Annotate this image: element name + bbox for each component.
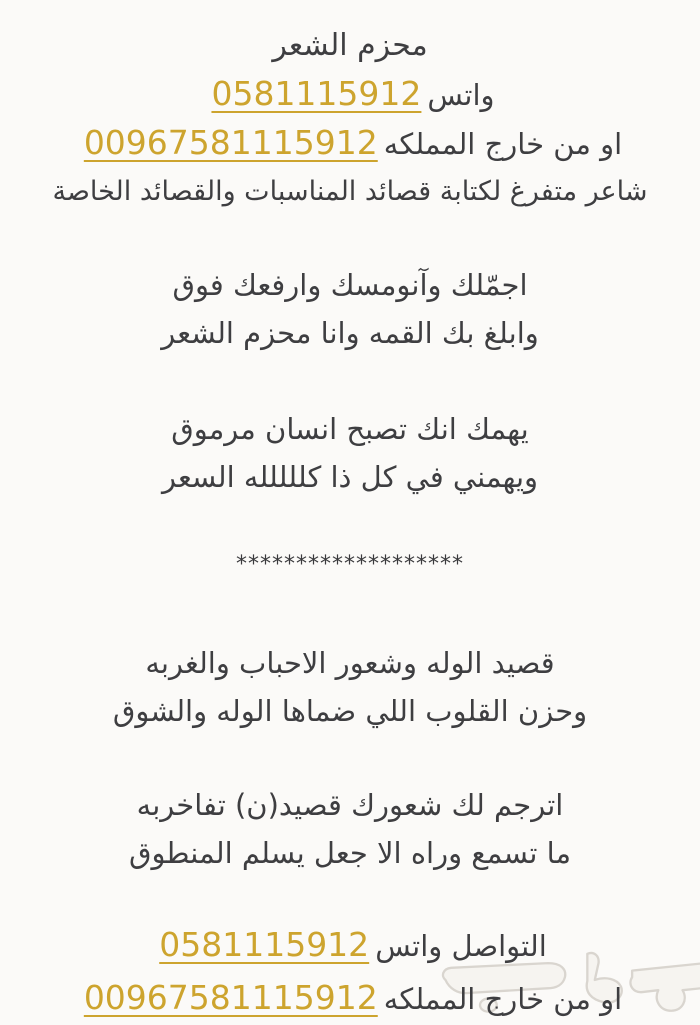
verse-line: ويهمني في كل ذا كللللله السعر [161,460,539,494]
stanza-3 [0,639,700,735]
stanza-1 [0,261,700,357]
header [0,0,700,216]
intl-label: او من خارج المملكه [383,127,623,161]
stanza-2 [0,405,700,501]
whatsapp-label: واتس [427,78,495,112]
verse-line: ما تسمع وراه الا جعل يسلم المنطوق [128,836,572,870]
footer [0,919,700,1025]
verse-line: اجمّلك وآنومسك وارفعك فوق [172,268,528,302]
footer-whatsapp-line [0,919,700,972]
verse-line: وابلغ بك القمه وانا محزم الشعر [161,316,539,350]
intl-number-link[interactable]: 00967581115912 [83,123,378,162]
verse-line: يهمك انك تصبح انسان مرموق [171,412,529,446]
verse-line: قصيد الوله وشعور الاحباب والغربه [145,646,555,680]
poet-subtitle: شاعر متفرغ لكتابة قصائد المناسبات والقصائد الخاصة [52,176,648,207]
verse-line: وحزن القلوب اللي ضماها الوله والشوق [112,694,588,728]
asterisk-divider: ******************* [236,552,464,577]
intl-line [0,119,700,168]
footer-intl-line [0,972,700,1025]
page-title: محزم الشعر [272,28,428,63]
stanza-4 [0,781,700,877]
footer-intl-number-link[interactable]: 00967581115912 [83,978,378,1017]
verse-line: اترجم لك شعورك قصيد(ن) تفاخربه [136,788,564,822]
footer-contact-label: التواصل واتس [375,929,547,963]
whatsapp-line [0,70,700,119]
footer-whatsapp-number-link[interactable]: 0581115912 [159,925,370,964]
footer-intl-label: او من خارج المملكه [383,982,623,1016]
whatsapp-number-link[interactable]: 0581115912 [211,74,422,113]
